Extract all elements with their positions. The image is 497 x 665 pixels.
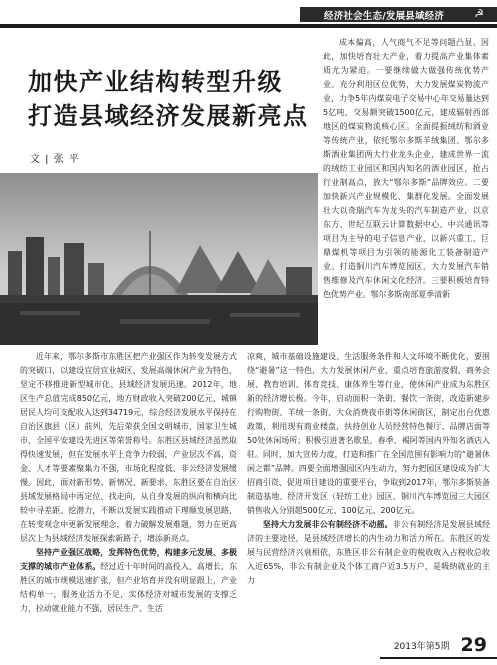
byline: 文 | 张 平: [30, 154, 80, 165]
city-skyline-photo: [0, 173, 318, 345]
article-column-right-top: [323, 36, 489, 350]
subheading-private-economy: 坚持大力发展非公有制经济不动摇。: [262, 520, 393, 529]
city-skyline-image: [0, 173, 318, 345]
footer-rule: [380, 657, 497, 659]
article-column-right: [247, 350, 490, 640]
paragraph-right-tail: 非公有制经济是发展县域经济的主要途径，是县域经济增长的内生动力和活力所在。东胜区的发展与民营经济兴衰相依，东胜区非公有制企业的税收收入占税收总收入近65%，非公有制企业及个体工商户近3.5万户，是吸纳就业的主力: [247, 520, 490, 585]
paragraph-left-tail: 经过近十年时间的高投入、高增长，东胜区的城市规模迅速扩张，但产业培育并没有明显跟上，产业结构单一，服务业活力不足，实体经济对城市发展的支撑乏力，拉动就业能力不强，居民生产、生活: [20, 562, 237, 613]
paragraph-left-2: [20, 546, 237, 616]
article-title-line2: 打造县域经济发展新亮点: [28, 101, 309, 130]
paragraph-right-top: 成本偏高，人气商气不足等问题凸显。因此，加快培育壮大产业，着力提高产业集体素质尤为紧迫。一要继续做大做强传统优势产业。充分利用区位优势，大力发展煤炭物流产业，力争5年内煤炭电子交易中心年交易量达到5亿吨，交易额突破1500亿元，建成辐射西部地区的煤炭物流核心区。全面提振绒纺和酒业等传统产业，依托鄂尔多斯羊绒集团、鄂尔多斯酒业集团两大行业龙头企业，建成世界一流的绒纺工业园区和国内知名的酒业园区，抢占行业制高点，放大“鄂尔多斯”品牌效应。二要加快新兴产业规模化、集群化发展。全面发展壮大以奇瑞汽车为龙头的汽车制造产业，以京东方、世纪互联云计算数据中心、中兴通讯等项目为主导的电子信息产业，以新兴重工、巨鼎煤机等项目为引领的能源化工装备制造产业。打造铜川汽车博览园区，大力发展汽车销售维修及汽车休闲文化经济。三要积极培育特色优势产业。鄂尔多斯南部夏季清新: [323, 38, 489, 299]
subheading-industry: 坚持产业强区战略，发挥特色优势，构建多元发展、多极支撑的城市产业体系。: [20, 548, 237, 571]
issue-label: 2013年第5期: [393, 642, 450, 652]
page-header: [0, 0, 497, 28]
page-number: 29: [460, 634, 487, 656]
section-label: 经济社会生态/发展县域经济: [324, 11, 445, 22]
paragraph-right-2: [247, 518, 490, 588]
article-column-left: [20, 350, 237, 640]
page-footer: [394, 634, 487, 656]
paragraph-left: 近年来，鄂尔多斯市东胜区把产业强区作为转变发展方式的突破口，以建设宜居宜业城区、发展高端休闲产业为特色，坚定不移推进新型城市化、县域经济发展迅速。2012年，地区生产总值完成850亿元，地方财政收入突破200亿元，城镇居民人均可支配收入达到34719元，综合经济发展水平保持在自治区旗县（区）前列，先后荣获全国文明城市、国家卫生城市、全国平安建设先进区等荣誉称号。东胜区县域经济虽然取得快速发展，但在发展水平上竞争力较弱，产业层次不高，资金、人才等要素聚集力不强，市场化程度低、非公经济发展缓慢。因此，面对新形势、新情况、新要求，东胜区要在自治区县域发展格局中再定位、找走向，从自身发展的纵向和横向比较中寻差距、挖潜力，不断以发展实践推动下理顺发展思路，在转变观念中更新发展理念，着力破解发展难题，努力在更高层次上为县域经济发展探索新路子，增添新亮点。: [20, 352, 237, 543]
article-title-line1: 加快产业结构转型升级: [28, 67, 283, 96]
party-emblem-icon: ☭: [474, 7, 484, 20]
header-rule: [0, 24, 497, 28]
paragraph-right: 凉爽，城市基础设施建设、生活服务条件和人文环境不断优化，要围绕“避暑”这一特色，大力发展休闲产业，重点培育旅游度假、商务会展、教育培训、体育竞技、康体养生等行业，使休闲产业成为东胜区新的经济增长极。今年，启动面积一条街、餐饮一条街，改造新建步行购物街、羊绒一条街、大众消费夜市街等休闲街区，制定出台优惠政策，利用现有商业楼盘，扶持创业人员经营特色餐厅、品牌店面等50处休闲场所；积极引进著名歌星，春季、褐阿等国内外知名酒店入驻。同时，加大宣传力度，打造和推广在全国范围有影响力的“避暑休闲之都”品牌。四要全面增强园区内生动力，努力把园区建设成为扩大招商引资、促进项目建设的重要平台，争取到2017年，鄂尔多斯装备制造基地、经济开发区（轻纺工业）园区、铜川汽车博览园三大园区销售收入分别超500亿元、100亿元、200亿元。: [247, 352, 490, 515]
